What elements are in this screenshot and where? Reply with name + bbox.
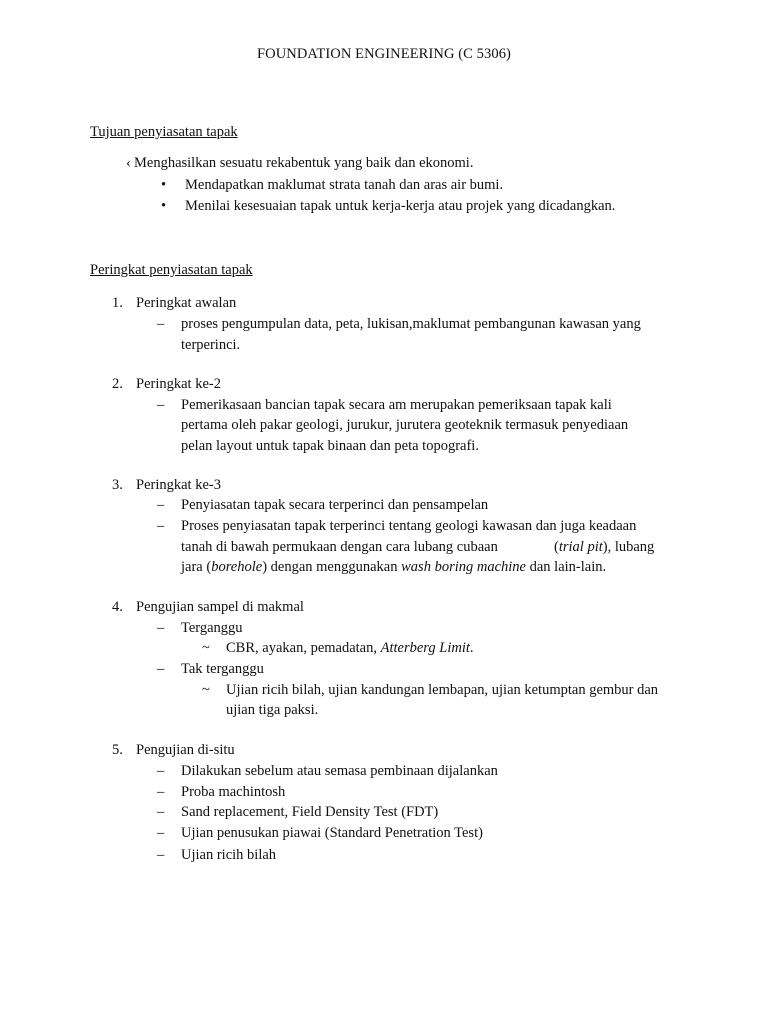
section-heading-peringkat: Peringkat penyiasatan tapak	[90, 262, 253, 278]
dash-marker: –	[157, 763, 165, 779]
sub-item-text: pelan layout untuk tapak binaan dan peta topografi.	[181, 438, 479, 454]
sub-item-text: terperinci.	[181, 337, 241, 353]
tilde-marker: ~	[202, 640, 210, 656]
arrow-item-text: Menghasilkan sesuatu rekabentuk yang baik dan ekonomi.	[134, 155, 474, 171]
item-title: Pengujian di-situ	[136, 742, 235, 758]
tilde-marker: ~	[202, 682, 210, 698]
item-title: Peringkat ke-2	[136, 376, 221, 392]
dash-marker: –	[157, 497, 165, 513]
sub-item-text: Dilakukan sebelum atau semasa pembinaan dijalankan	[181, 763, 498, 779]
dash-marker: –	[157, 518, 165, 534]
dash-marker: –	[157, 804, 165, 820]
dash-marker: –	[157, 620, 165, 636]
item-title: Peringkat ke-3	[136, 477, 221, 493]
item-number: 4.	[112, 599, 123, 615]
bullet-icon: •	[161, 198, 167, 214]
sub-item-text: proses pengumpulan data, peta, lukisan,maklumat pembangunan kawasan yang	[181, 316, 641, 332]
detail-text: Ujian ricih bilah, ujian kandungan lembapan, ujian ketumptan gembur dan	[226, 682, 659, 698]
dash-marker: –	[157, 397, 165, 413]
sub-item-text: Proba machintosh	[181, 784, 286, 800]
item-number: 3.	[112, 477, 123, 493]
sub-item-text: (trial pit), lubang	[554, 539, 655, 555]
item-number: 2.	[112, 376, 123, 392]
item-title: Peringkat awalan	[136, 295, 237, 311]
dash-marker: –	[157, 316, 165, 332]
item-number: 5.	[112, 742, 123, 758]
sub-item-text: Tak terganggu	[181, 661, 264, 677]
dash-marker: –	[157, 825, 165, 841]
document-title: FOUNDATION ENGINEERING (C 5306)	[256, 46, 511, 62]
sub-item-text: jara (borehole) dengan menggunakan wash boring machine dan lain-lain.	[181, 559, 607, 575]
bullet-item-text: Menilai kesesuaian tapak untuk kerja-kerja atau projek yang dicadangkan.	[185, 198, 616, 214]
detail-text: ujian tiga paksi.	[226, 702, 319, 718]
item-title: Pengujian sampel di makmal	[136, 599, 304, 615]
sub-item-text: Sand replacement, Field Density Test (FDT)	[181, 804, 439, 820]
dash-marker: –	[157, 661, 165, 677]
sub-item-text: Pemerikasaan bancian tapak secara am merupakan pemeriksaan tapak kali	[181, 397, 612, 413]
bullet-icon: •	[161, 177, 167, 193]
sub-item-text: Terganggu	[181, 620, 243, 636]
sub-item-text: pertama oleh pakar geologi, jurukur, jurutera geoteknik termasuk penyediaan	[181, 417, 629, 433]
sub-item-text: Penyiasatan tapak secara terperinci dan pensampelan	[181, 497, 489, 513]
dash-marker: –	[157, 847, 165, 863]
dash-marker: –	[157, 784, 165, 800]
detail-text: CBR, ayakan, pemadatan, Atterberg Limit.	[226, 640, 474, 656]
sub-item-text: Ujian ricih bilah	[181, 847, 277, 863]
item-number: 1.	[112, 295, 123, 311]
bullet-item-text: Mendapatkan maklumat strata tanah dan aras air bumi.	[185, 177, 504, 193]
sub-item-text: Ujian penusukan piawai (Standard Penetration Test)	[181, 825, 483, 841]
sub-item-text: Proses penyiasatan tapak terperinci tentang geologi kawasan dan juga keadaan	[181, 518, 637, 534]
arrow-left-icon: ‹	[126, 155, 131, 171]
section-heading-tujuan: Tujuan penyiasatan tapak	[90, 124, 238, 140]
sub-item-text: tanah di bawah permukaan dengan cara lubang cubaan	[181, 539, 498, 555]
